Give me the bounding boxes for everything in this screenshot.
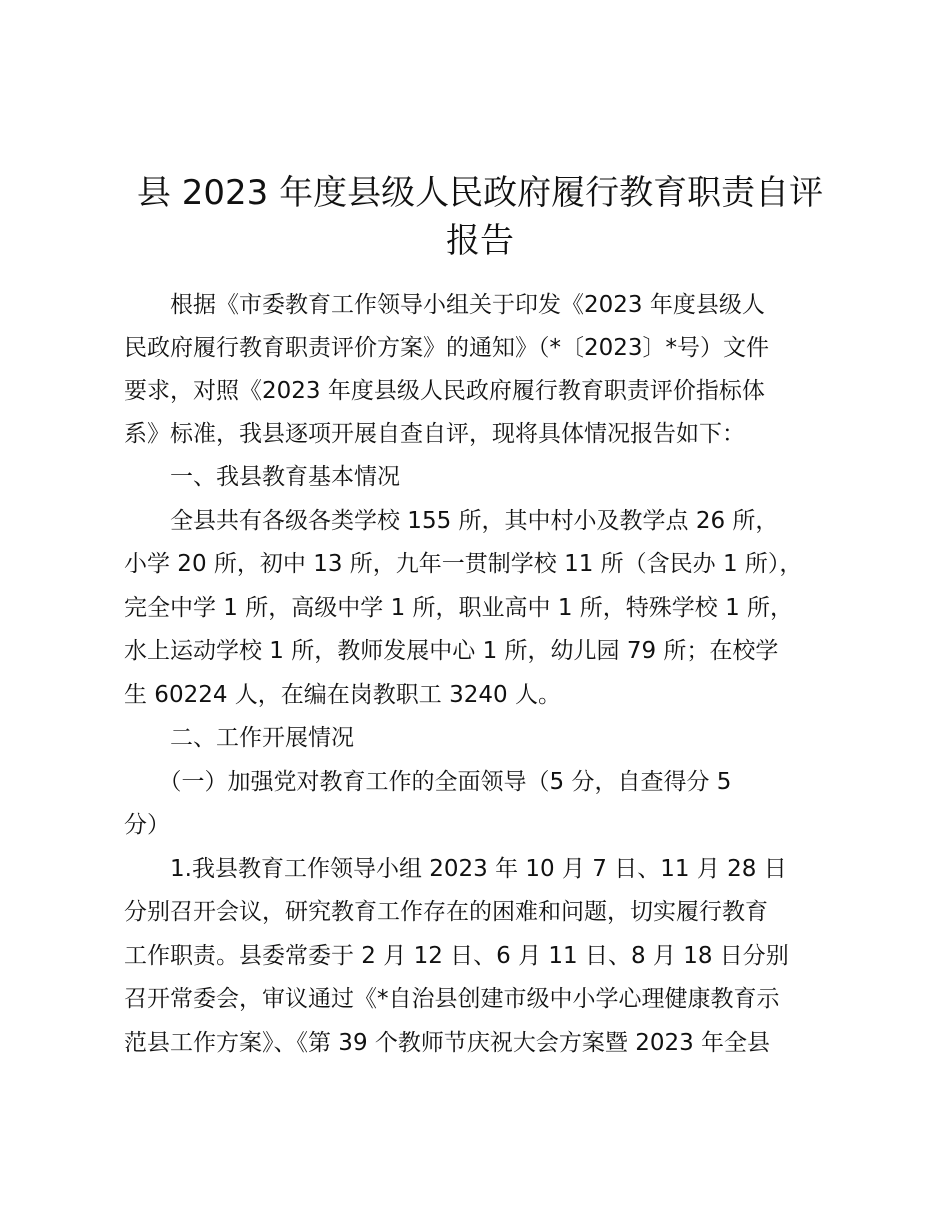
body-line: 根据《市委教育工作领导小组关于印发《2023 年度县级人	[124, 292, 765, 318]
body-line: 范县工作方案》、《第 39 个教师节庆祝大会方案暨 2023 年全县	[124, 1030, 771, 1056]
subsection-heading: （一）加强党对教育工作的全面领导（5 分，自查得分 5	[124, 769, 732, 795]
subsection-heading-continued: 分）	[124, 812, 170, 838]
body-line: 系》标准，我县逐项开展自查自评，现将具体情况报告如下：	[124, 421, 745, 447]
section-heading-2: 二、工作开展情况	[124, 725, 354, 751]
body-line: 生 60224 人，在编在岗教职工 3240 人。	[124, 682, 561, 708]
body-line: 分别召开会议，研究教育工作存在的困难和问题，切实履行教育	[124, 899, 768, 925]
body-line: 全县共有各级各类学校 155 所，其中村小及教学点 26 所，	[124, 508, 779, 534]
body-line: 民政府履行教育职责评价方案》的通知》（*〔2023〕*号）文件	[124, 335, 770, 361]
body-line: 工作职责。县委常委于 2 月 12 日、6 月 11 日、8 月 18 日分别	[124, 943, 789, 969]
body-line: 水上运动学校 1 所，教师发展中心 1 所，幼儿园 79 所；在校学	[124, 638, 779, 664]
body-line: 要求，对照《2023 年度县级人民政府履行教育职责评价指标体	[124, 378, 765, 404]
document-title-line-2: 报告	[446, 221, 514, 261]
body-line: 1.我县教育工作领导小组 2023 年 10 月 7 日、11 月 28 日	[124, 856, 787, 882]
document-title-line-1: 县 2023 年度县级人民政府履行教育职责自评	[136, 173, 824, 213]
section-heading-1: 一、我县教育基本情况	[124, 464, 400, 490]
body-line: 完全中学 1 所，高级中学 1 所，职业高中 1 所，特殊学校 1 所，	[124, 595, 794, 621]
body-line: 小学 20 所，初中 13 所，九年一贯制学校 11 所（含民办 1 所），	[124, 551, 803, 577]
body-line: 召开常委会，审议通过《*自治县创建市级中小学心理健康教育示	[124, 986, 780, 1012]
